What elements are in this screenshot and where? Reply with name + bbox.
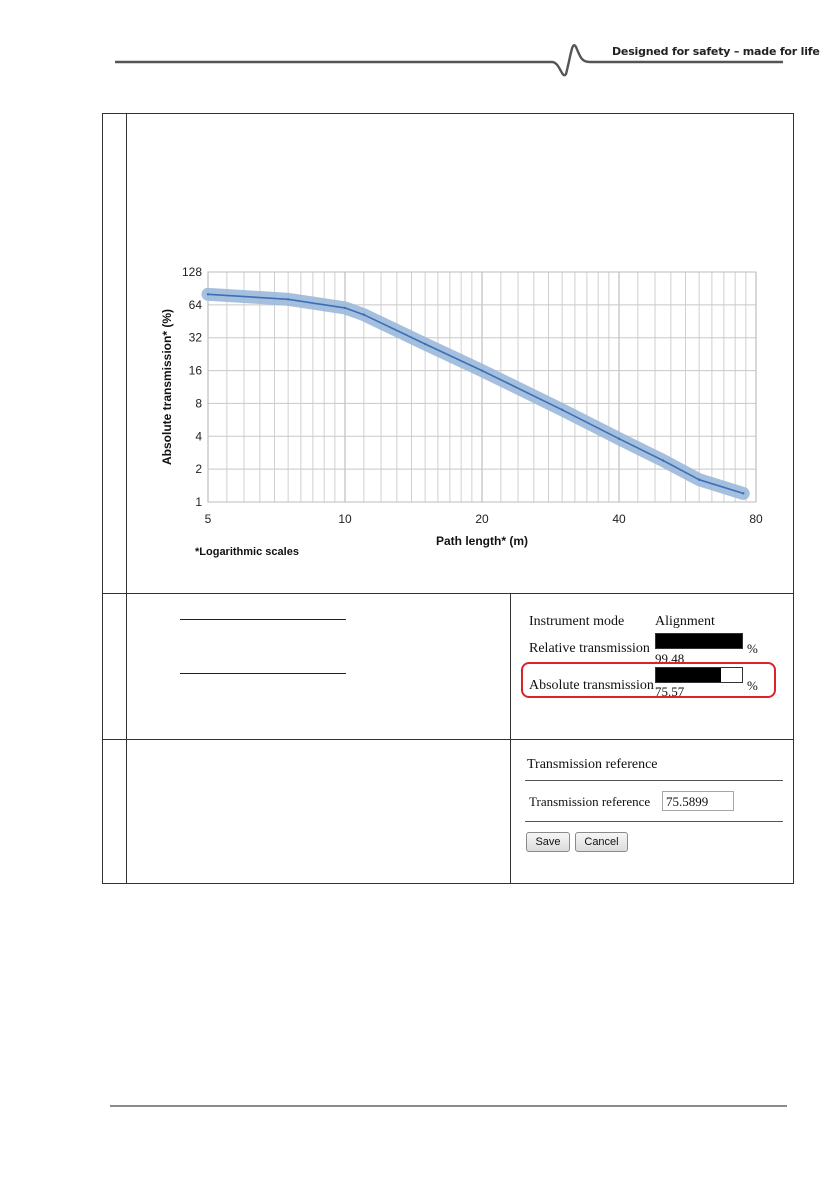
row-divider <box>102 739 794 740</box>
x-tick-label: 5 <box>204 512 212 526</box>
relative-transmission-bar <box>655 633 743 649</box>
y-tick-label: 64 <box>188 297 202 312</box>
y-axis-label: Absolute transmission* (%) <box>160 308 174 466</box>
x-tick-label: 40 <box>612 512 626 526</box>
x-tick-label: 80 <box>749 512 763 526</box>
y-tick-label: 2 <box>195 462 202 477</box>
data-point <box>481 369 483 371</box>
y-tick-label: 1 <box>195 495 202 509</box>
y-tick-label: 32 <box>188 330 202 345</box>
reference-title: Transmission reference <box>527 757 658 772</box>
data-point <box>344 307 346 309</box>
data-point <box>561 409 563 411</box>
absolute-transmission-bar <box>655 667 743 683</box>
y-tick-label: 4 <box>195 429 202 444</box>
data-point <box>424 343 426 345</box>
x-tick-label: 20 <box>475 512 489 526</box>
separator <box>525 821 783 822</box>
unit-label: % <box>747 641 758 656</box>
cancel-button[interactable]: Cancel <box>575 832 628 852</box>
reference-input[interactable]: 75.5899 <box>662 791 734 811</box>
separator <box>525 780 783 781</box>
relative-transmission-label: Relative transmission <box>529 641 650 656</box>
data-point <box>207 293 209 295</box>
reference-field-label: Transmission reference <box>529 794 651 809</box>
save-button[interactable]: Save <box>526 832 570 852</box>
y-tick-label: 16 <box>188 363 202 378</box>
absolute-transmission-fill <box>656 668 721 682</box>
relative-transmission-value: 99.48 <box>655 651 685 666</box>
data-point <box>742 492 744 494</box>
footer-rule <box>110 1105 787 1107</box>
relative-transmission-fill <box>656 634 742 648</box>
data-point <box>363 313 365 315</box>
x-axis-label: Path length* (m) <box>436 534 528 548</box>
data-point <box>698 479 700 481</box>
absolute-transmission-value: 75.57 <box>655 684 685 699</box>
y-tick-label: 128 <box>181 265 202 279</box>
blank-line <box>180 619 346 620</box>
y-tick-label: 8 <box>195 396 202 411</box>
unit-label: % <box>747 678 758 693</box>
scale-note: *Logarithmic scales <box>195 546 299 558</box>
column-divider <box>510 593 511 884</box>
absolute-value-clip <box>650 684 710 699</box>
absolute-transmission-label: Absolute transmission <box>529 678 654 693</box>
tagline: Designed for safety – made for life <box>612 45 820 58</box>
data-point <box>662 459 664 461</box>
instrument-mode-label: Instrument mode <box>529 614 625 629</box>
data-point <box>618 438 620 440</box>
blank-line <box>180 673 346 674</box>
data-point <box>287 298 289 300</box>
x-tick-label: 10 <box>338 512 352 526</box>
instrument-mode-value: Alignment <box>655 614 715 629</box>
